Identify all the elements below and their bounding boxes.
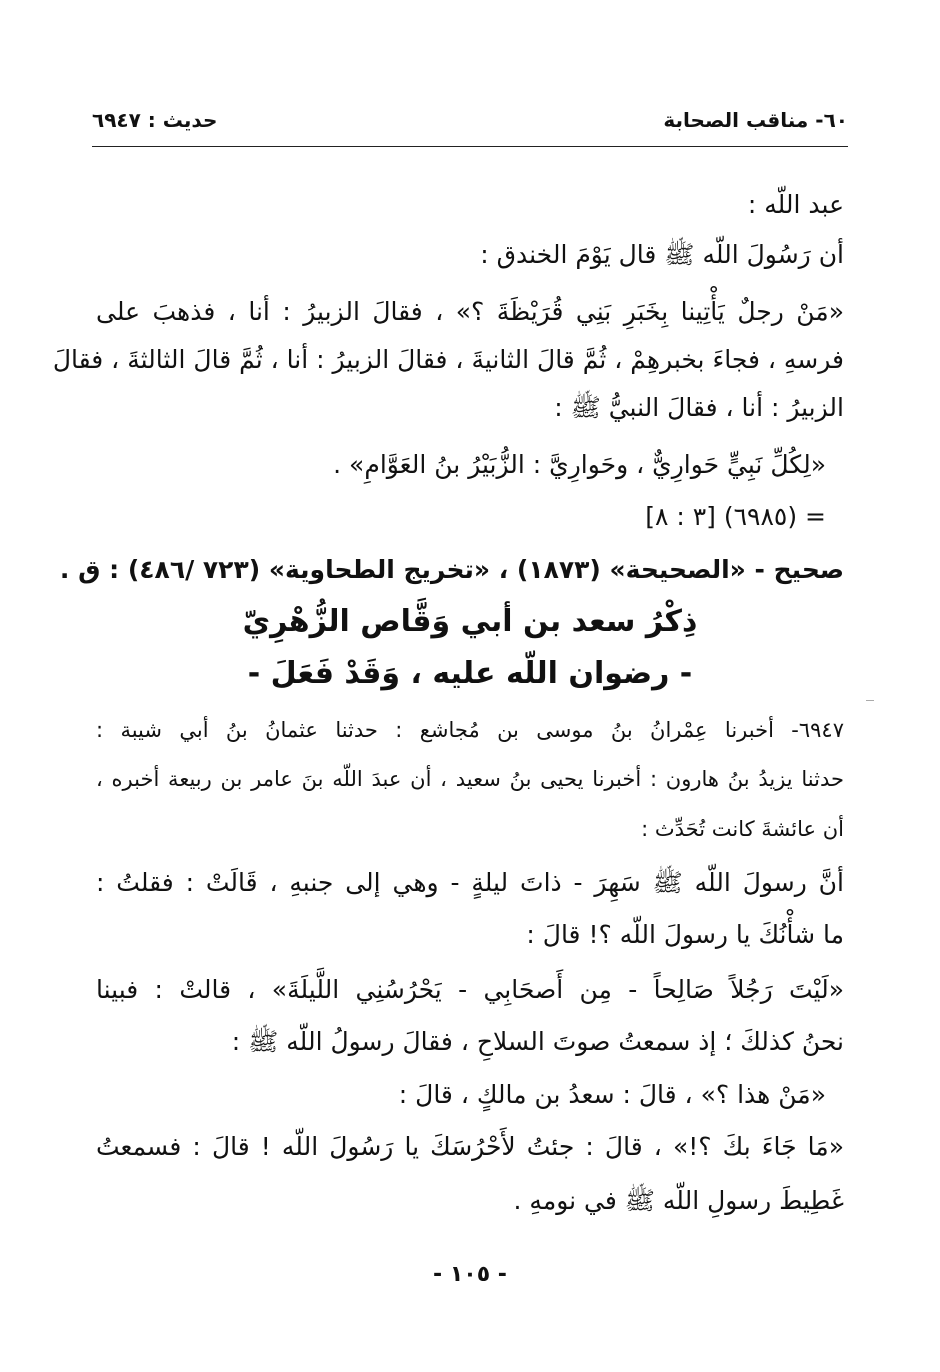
grading-line: صحيح - «الصحيحة» (١٨٧٣) ، «تخريج الطحاوية» (٧٢٣ /٤٨٦) : ق . xyxy=(59,555,844,584)
text-line: «لَيْتَ رَجُلاً صَالِحاً - مِن أَصحَابِي - يَحْرُسُنِي اللَّيلَةَ» ، قالتْ : فبينا xyxy=(96,975,844,1004)
chapter-title: ٦٠- مناقب الصحابة xyxy=(663,108,848,132)
text-line: أنَّ رسولَ اللّه ﷺ سَهِرَ - ذاتَ ليلةٍ - وهي إلى جنبهِ ، قَالَتْ : فقلتُ : xyxy=(96,868,844,897)
text-line: غَطِيطَ رسولِ اللّه ﷺ في نومهِ . xyxy=(513,1186,844,1215)
text-line: = (٦٩٨٥) [٣ : ٨] xyxy=(645,502,826,531)
isnad-line: حدثنا يزيدُ بنُ هارون : أخبرنا يحيى بنُ سعيد ، أن عبدَ اللّه بنَ عامر بن ربيعة أخبره ، xyxy=(96,767,844,791)
text-line: أن رَسُولَ اللّه ﷺ قال يَوْمَ الخندق : xyxy=(480,240,844,269)
text-line: الزبيرُ : أنا ، فقالَ النبيُّ ﷺ : xyxy=(554,393,844,422)
page-header xyxy=(92,108,848,140)
text-line: فرسهِ ، فجاءَ بخبرهِمْ ، ثُمَّ قالَ الثانيةَ ، فقالَ الزبيرُ : أنا ، ثُمَّ قالَ الثالثةَ ، فقالَ xyxy=(52,345,844,374)
margin-mark xyxy=(866,700,874,701)
header-rule xyxy=(92,146,848,147)
text-line: «مَنْ رجلٌ يَأْتِينا بِخَبَرِ بَنِي قُرَيْظَةَ ؟» ، فقالَ الزبيرُ : أنا ، فذهبَ على xyxy=(96,297,844,326)
section-subtitle: - رضوان اللّه عليه ، وَقَدْ فَعَلَ - xyxy=(247,656,693,691)
hadith-number: حديث : ٦٩٤٧ xyxy=(92,108,218,132)
text-line: نحنُ كذلكَ ؛ إذ سمعتُ صوتَ السلاحِ ، فقالَ رسولُ اللّه ﷺ : xyxy=(231,1027,844,1056)
text-line: «مَنْ هذا ؟» ، قالَ : سعدُ بن مالكٍ ، قالَ : xyxy=(398,1080,826,1109)
text-line: «مَا جَاءَ بكَ ؟!» ، قالَ : جئتُ لأَحْرُسَكَ يا رَسُولَ اللّه ! قالَ : فسمعتُ xyxy=(96,1132,844,1161)
section-title: ذِكْرُ سعد بن أبي وَقَّاص الزُّهْرِيّ xyxy=(242,604,698,639)
text-line: ما شأْنُكَ يا رسولَ اللّه ؟! قالَ : xyxy=(526,920,844,949)
text-line: عبد اللّه : xyxy=(747,190,844,219)
page-number: - ١٠٥ - xyxy=(433,1262,507,1287)
isnad-line: أن عائشةَ كانت تُحَدِّث : xyxy=(641,817,844,841)
isnad-line: ٦٩٤٧- أخبرنا عِمْرانُ بنُ موسى بن مُجاشع : حدثنا عثمانُ بنُ أبي شيبة : xyxy=(96,718,844,742)
text-line: «لِكُلِّ نَبِيٍّ حَوارِيٌّ ، وحَوارِيَّ : الزُّبَيْرُ بنُ العَوَّامِ» . xyxy=(333,450,826,479)
